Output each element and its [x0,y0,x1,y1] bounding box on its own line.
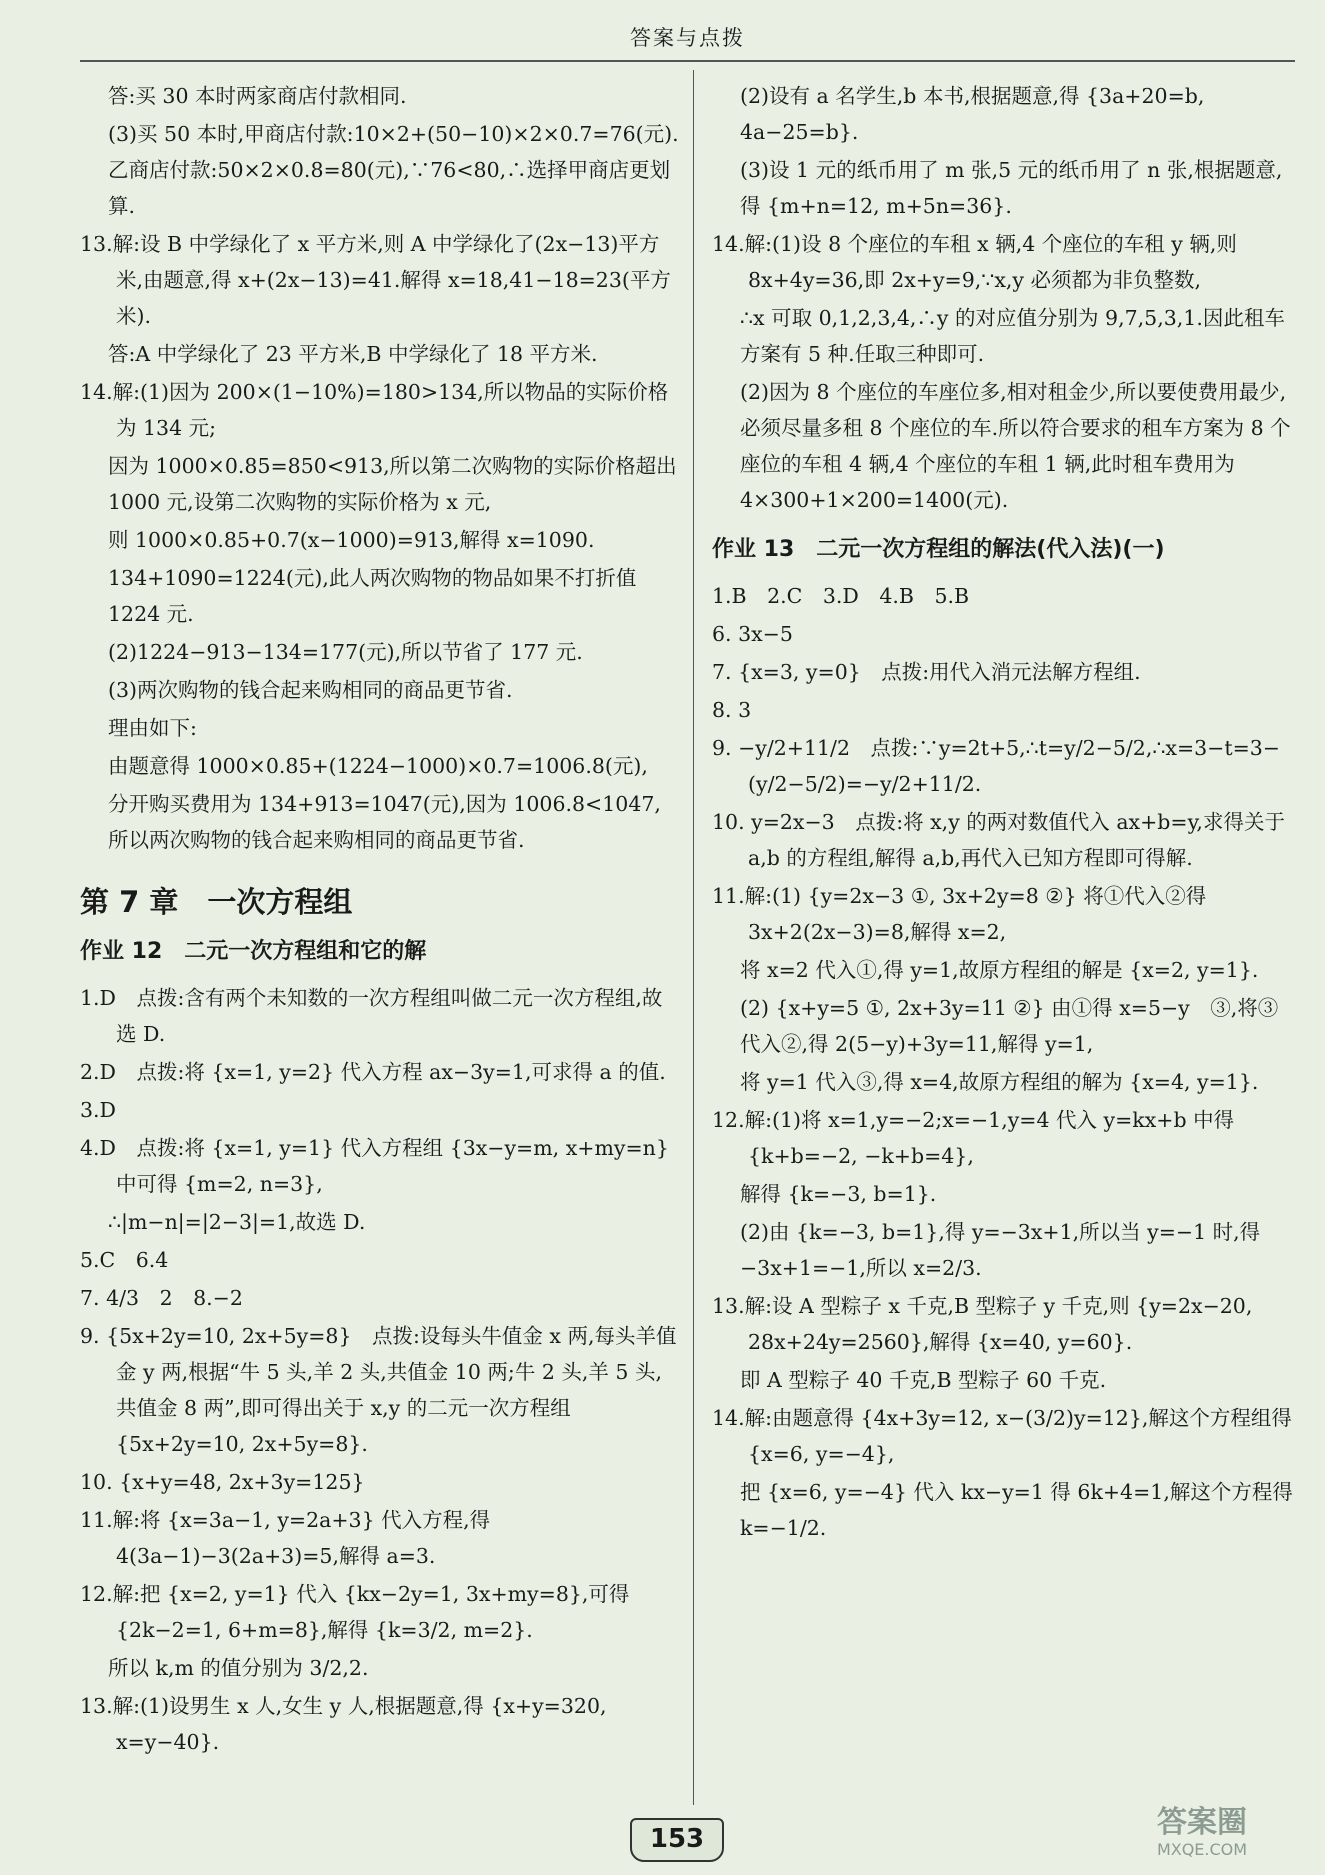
answer-paragraph: 6. 3x−5 [712,622,793,646]
answer-paragraph: (3)两次购物的钱合起来购相同的商品更节省. [108,678,513,702]
answer-paragraph: 10. y=2x−3 点拨:将 x,y 的两对数值代入 ax+b=y,求得关于 a,b 的方程组,解得 a,b,再代入已知方程即可得解. [712,810,1285,870]
answer-paragraph: 134+1090=1224(元),此人两次购物的物品如果不打折值 1224 元. [108,566,637,626]
answer-paragraph: (2)由 {k=−3, b=1},得 y=−3x+1,所以当 y=−1 时,得 −3x+1=−1,所以 x=2/3. [740,1220,1261,1280]
answer-paragraph: 5.C 6.4 [80,1248,169,1272]
watermark-domain: MXQE.COM [1156,1840,1248,1859]
answer-paragraph: (2)因为 8 个座位的车座位多,相对租金少,所以要使费用最少,必须尽量多租 8 个座位的车.所以符合要求的租车方案为 8 个座位的车租 4 辆,4 个座位的车租 1 辆,此时租车费用为 4×300+1×200=1400(元). [740,380,1291,512]
homework-heading: 作业 12 二元一次方程组和它的解 [80,939,427,964]
answer-paragraph: 11.解:(1) {y=2x−3 ①, 3x+2y=8 ②} 将①代入②得 3x+2(2x−3)=8,解得 x=2, [712,884,1207,944]
answer-paragraph: 由题意得 1000×0.85+(1224−1000)×0.7=1006.8(元), [108,754,648,778]
answer-paragraph: 14.解:由题意得 {4x+3y=12, x−(3/2)y=12},解这个方程组得 {x=6, y=−4}, [712,1406,1292,1466]
answer-paragraph: 将 y=1 代入③,得 x=4,故原方程组的解为 {x=4, y=1}. [740,1070,1259,1094]
answer-paragraph: ∴x 可取 0,1,2,3,4,∴y 的对应值分别为 9,7,5,3,1.因此租车方案有 5 种.任取三种即可. [740,306,1285,366]
answer-paragraph: 7. 4/3 2 8.−2 [80,1286,243,1310]
homework-heading: 作业 13 二元一次方程组的解法(代入法)(一) [712,537,1165,562]
answer-paragraph: 解得 {k=−3, b=1}. [740,1182,937,1206]
answer-paragraph: 14.解:(1)因为 200×(1−10%)=180>134,所以物品的实际价格为 134 元; [80,380,669,440]
answer-paragraph: 理由如下: [108,716,197,740]
answer-paragraph: 2.D 点拨:将 {x=1, y=2} 代入方程 ax−3y=1,可求得 a 的值. [80,1060,666,1084]
answer-paragraph: ∴|m−n|=|2−3|=1,故选 D. [108,1210,366,1234]
answer-paragraph: 4.D 点拨:将 {x=1, y=1} 代入方程组 {3x−y=m, x+my=n} 中可得 {m=2, n=3}, [80,1136,669,1196]
answer-paragraph: (2)设有 a 名学生,b 本书,根据题意,得 {3a+20=b, 4a−25=b}. [740,84,1205,144]
answer-paragraph: (2)1224−913−134=177(元),所以节省了 177 元. [108,640,583,664]
answer-paragraph: 答:买 30 本时两家商店付款相同. [108,84,407,108]
answer-paragraph: 13.解:设 B 中学绿化了 x 平方米,则 A 中学绿化了(2x−13)平方米,由题意,得 x+(2x−13)=41.解得 x=18,41−18=23(平方米). [80,232,671,328]
right-column [712,78,1297,1548]
answer-paragraph: 13.解:(1)设男生 x 人,女生 y 人,根据题意,得 {x+y=320, x=y−40}. [80,1694,607,1754]
answer-paragraph: 1.B 2.C 3.D 4.B 5.B [712,584,970,608]
answer-paragraph: 10. {x+y=48, 2x+3y=125} [80,1470,365,1494]
left-column [80,78,680,1762]
answer-paragraph: 因为 1000×0.85=850<913,所以第二次购物的实际价格超出 1000 元,设第二次购物的实际价格为 x 元, [108,454,677,514]
answer-paragraph: 11.解:将 {x=3a−1, y=2a+3} 代入方程,得 4(3a−1)−3(2a+3)=5,解得 a=3. [80,1508,491,1568]
answer-paragraph: 将 x=2 代入①,得 y=1,故原方程组的解是 {x=2, y=1}. [740,958,1259,982]
answer-paragraph: 9. −y/2+11/2 点拨:∵y=2t+5,∴t=y/2−5/2,∴x=3−t=3−(y/2−5/2)=−y/2+11/2. [712,736,1280,796]
answer-paragraph: 8. 3 [712,698,752,722]
answer-paragraph: 把 {x=6, y=−4} 代入 kx−y=1 得 6k+4=1,解这个方程得 k=−1/2. [740,1480,1293,1540]
answer-paragraph: (3)设 1 元的纸币用了 m 张,5 元的纸币用了 n 张,根据题意,得 {m+n=12, m+5n=36}. [740,158,1283,218]
answer-paragraph: 7. {x=3, y=0} 点拨:用代入消元法解方程组. [712,660,1141,684]
column-divider [693,70,694,1805]
page-header: 答案与点拨 [80,20,1295,62]
watermark-logo [1097,1805,1307,1863]
answer-paragraph: 13.解:设 A 型粽子 x 千克,B 型粽子 y 千克,则 {y=2x−20, 28x+24y=2560},解得 {x=40, y=60}. [712,1294,1253,1354]
answer-paragraph: 答:A 中学绿化了 23 平方米,B 中学绿化了 18 平方米. [108,342,598,366]
page-number: 153 [630,1818,724,1862]
answer-paragraph: 3.D [80,1098,116,1122]
chapter-title: 第 7 章 一次方程组 [80,885,353,919]
answer-paragraph: (2) {x+y=5 ①, 2x+3y=11 ②} 由①得 x=5−y ③,将③代入②,得 2(5−y)+3y=11,解得 y=1, [740,996,1279,1056]
watermark-title: 答案圈 [1157,1805,1247,1840]
answer-paragraph: 分开购买费用为 134+913=1047(元),因为 1006.8<1047,所以两次购物的钱合起来购相同的商品更节省. [108,792,661,852]
answer-paragraph: 12.解:(1)将 x=1,y=−2;x=−1,y=4 代入 y=kx+b 中得 {k+b=−2, −k+b=4}, [712,1108,1235,1168]
answer-paragraph: 即 A 型粽子 40 千克,B 型粽子 60 千克. [740,1368,1107,1392]
answer-paragraph: 14.解:(1)设 8 个座位的车租 x 辆,4 个座位的车租 y 辆,则 8x+4y=36,即 2x+y=9,∵x,y 必须都为非负整数, [712,232,1237,292]
answer-paragraph: (3)买 50 本时,甲商店付款:10×2+(50−10)×2×0.7=76(元).乙商店付款:50×2×0.8=80(元),∵76<80,∴选择甲商店更划算. [108,122,679,218]
answer-paragraph: 1.D 点拨:含有两个未知数的一次方程组叫做二元一次方程组,故选 D. [80,986,663,1046]
answer-paragraph: 12.解:把 {x=2, y=1} 代入 {kx−2y=1, 3x+my=8},可得 {2k−2=1, 6+m=8},解得 {k=3/2, m=2}. [80,1582,630,1642]
answer-paragraph: 9. {5x+2y=10, 2x+5y=8} 点拨:设每头牛值金 x 两,每头羊值金 y 两,根据“牛 5 头,羊 2 头,共值金 10 两;牛 2 头,羊 5 头,共值金 8 两”,即可得出关于 x,y 的二元一次方程组 {5x+2y=10, 2x+5y=8}. [80,1324,677,1456]
answer-paragraph: 则 1000×0.85+0.7(x−1000)=913,解得 x=1090. [108,528,595,552]
answer-paragraph: 所以 k,m 的值分别为 3/2,2. [108,1656,369,1680]
